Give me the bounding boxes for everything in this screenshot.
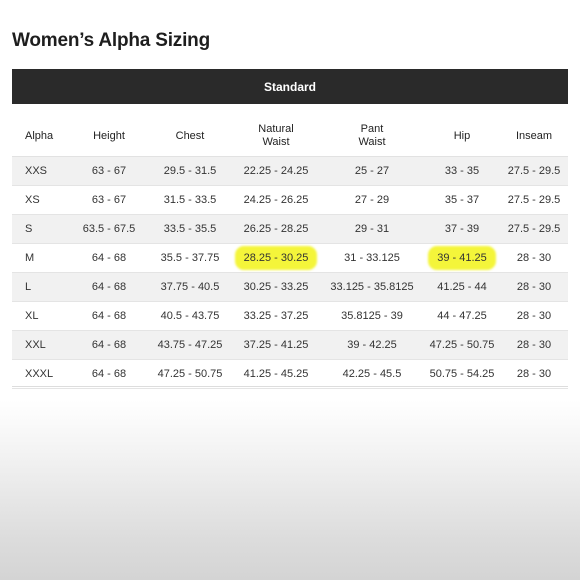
measurement-cell: 33.25 - 37.25 (232, 302, 320, 331)
measurement-cell: 41.25 - 45.25 (232, 360, 320, 389)
measurement-cell: 30.25 - 33.25 (232, 273, 320, 302)
measurement-cell: 37.25 - 41.25 (232, 331, 320, 360)
standard-header-band (12, 69, 568, 104)
measurement-cell: 22.25 - 24.25 (232, 157, 320, 186)
measurement-cell: 42.25 - 45.5 (320, 360, 424, 389)
measurement-cell: 28 - 30 (500, 360, 568, 389)
band-label: Standard (263, 79, 316, 94)
table-row (12, 186, 568, 215)
measurement-cell (424, 244, 500, 273)
measurement-cell: 64 - 68 (70, 331, 148, 360)
column-header: Height (70, 116, 148, 157)
measurement-cell: 28 - 30 (500, 302, 568, 331)
size-label-cell: XL (12, 302, 70, 331)
size-label-cell: XS (12, 186, 70, 215)
measurement-cell: 37.75 - 40.5 (148, 273, 232, 302)
measurement-cell: 31.5 - 33.5 (148, 186, 232, 215)
measurement-cell: 64 - 68 (70, 244, 148, 273)
measurement-cell: 64 - 68 (70, 360, 148, 389)
size-label-cell: XXXL (12, 360, 70, 389)
measurement-cell: 41.25 - 44 (424, 273, 500, 302)
measurement-cell: 26.25 - 28.25 (232, 215, 320, 244)
measurement-cell: 43.75 - 47.25 (148, 331, 232, 360)
measurement-cell: 64 - 68 (70, 273, 148, 302)
measurement-cell: 27.5 - 29.5 (500, 215, 568, 244)
measurement-cell: 40.5 - 43.75 (148, 302, 232, 331)
measurement-cell: 29 - 31 (320, 215, 424, 244)
size-label-cell: M (12, 244, 70, 273)
table-row (12, 331, 568, 360)
column-header: Inseam (500, 116, 568, 157)
size-label-cell: L (12, 273, 70, 302)
column-header: Chest (148, 116, 232, 157)
measurement-cell: 27 - 29 (320, 186, 424, 215)
measurement-cell: 44 - 47.25 (424, 302, 500, 331)
highlighted-value: 39 - 41.25 (428, 249, 496, 267)
table-row (12, 302, 568, 331)
measurement-cell: 27.5 - 29.5 (500, 157, 568, 186)
column-header: Hip (424, 116, 500, 157)
table-row (12, 157, 568, 186)
measurement-cell (232, 244, 320, 273)
measurement-cell: 64 - 68 (70, 302, 148, 331)
measurement-cell: 25 - 27 (320, 157, 424, 186)
page-title: Women’s Alpha Sizing (12, 30, 210, 51)
table-row (12, 244, 568, 273)
table-header-row (12, 116, 568, 157)
measurement-cell: 39 - 42.25 (320, 331, 424, 360)
size-label-cell: XXS (12, 157, 70, 186)
measurement-cell: 63 - 67 (70, 186, 148, 215)
size-label-cell: XXL (12, 331, 70, 360)
measurement-cell: 33.5 - 35.5 (148, 215, 232, 244)
column-header: Pant Waist (320, 116, 424, 157)
table-row (12, 273, 568, 302)
measurement-cell: 63 - 67 (70, 157, 148, 186)
measurement-cell: 47.25 - 50.75 (424, 331, 500, 360)
measurement-cell: 31 - 33.125 (320, 244, 424, 273)
measurement-cell: 28 - 30 (500, 331, 568, 360)
measurement-cell: 28 - 30 (500, 273, 568, 302)
measurement-cell: 35 - 37 (424, 186, 500, 215)
column-header: Alpha (12, 116, 70, 157)
measurement-cell: 33.125 - 35.8125 (320, 273, 424, 302)
measurement-cell: 35.8125 - 39 (320, 302, 424, 331)
measurement-cell: 24.25 - 26.25 (232, 186, 320, 215)
measurement-cell: 28 - 30 (500, 244, 568, 273)
measurement-cell: 27.5 - 29.5 (500, 186, 568, 215)
highlighted-value: 28.25 - 30.25 (235, 249, 318, 267)
column-header: Natural Waist (232, 116, 320, 157)
table-body (12, 157, 568, 389)
measurement-cell: 47.25 - 50.75 (148, 360, 232, 389)
table-row (12, 360, 568, 389)
measurement-cell: 63.5 - 67.5 (70, 215, 148, 244)
measurement-cell: 37 - 39 (424, 215, 500, 244)
measurement-cell: 33 - 35 (424, 157, 500, 186)
measurement-cell: 29.5 - 31.5 (148, 157, 232, 186)
table-row (12, 215, 568, 244)
size-label-cell: S (12, 215, 70, 244)
measurement-cell: 50.75 - 54.25 (424, 360, 500, 389)
size-chart-table (12, 116, 568, 389)
measurement-cell: 35.5 - 37.75 (148, 244, 232, 273)
